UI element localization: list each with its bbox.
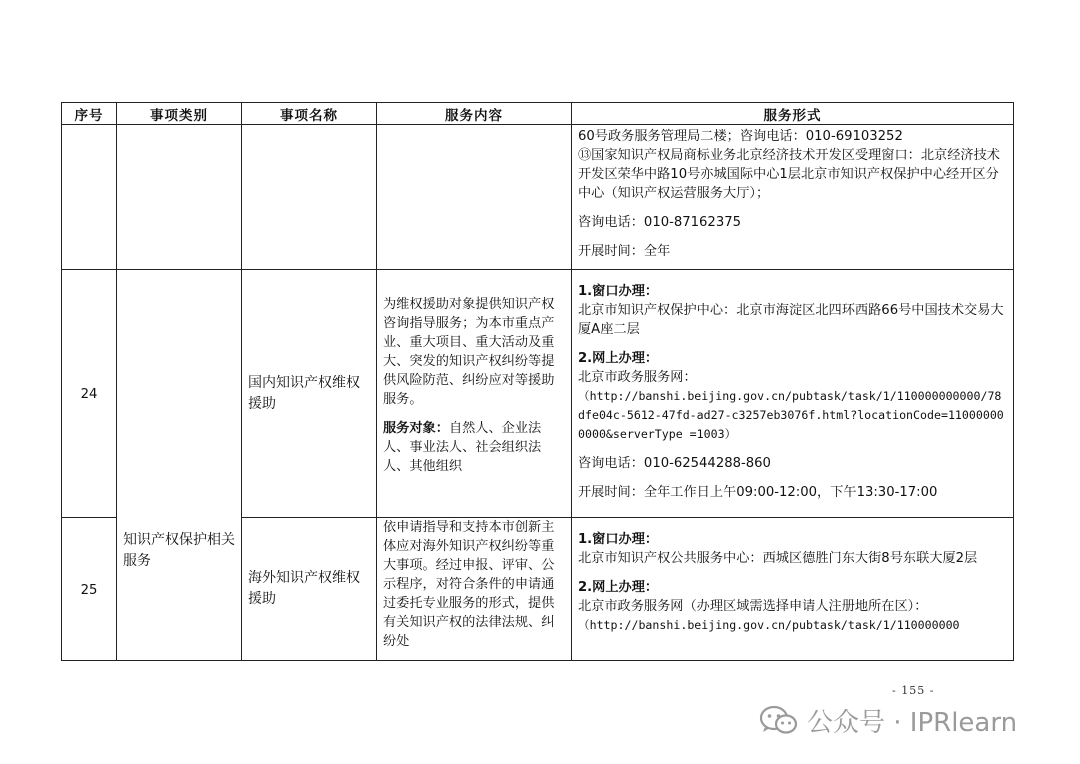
table-row-continuation <box>62 125 1014 270</box>
online-url[interactable]: （http://banshi.beijing.gov.cn/pubtask/task/1/110000000 <box>578 618 960 632</box>
page-number: - 155 - <box>892 684 935 697</box>
service-content-cell <box>377 518 572 661</box>
phone-text: 咨询电话：010-62544288-860 <box>578 456 771 471</box>
window-text: 北京市知识产权公共服务中心：西城区德胜门东大街8号东联大厦2层 <box>578 551 978 566</box>
online-title: 2.网上办理： <box>578 580 659 595</box>
row-index: 25 <box>80 582 98 598</box>
header-index: 序号 <box>62 103 117 125</box>
category-cell <box>117 270 242 661</box>
service-content-text: 依申请指导和支持本市创新主体应对海外知识产权纠纷等重大事项。经过申报、评审、公示程序，对符合条件的申请通过委托专业服务的形式，提供有关知识产权的法律法规、纠纷处 <box>383 520 555 649</box>
service-content-cell <box>377 270 572 518</box>
service-form-cell <box>572 518 1014 661</box>
cont-service-cell <box>572 125 1014 270</box>
row-index-cell <box>62 270 117 518</box>
header-service-content: 服务内容 <box>377 103 572 125</box>
item-name-cell <box>242 270 377 518</box>
cont-category-cell <box>117 125 242 270</box>
service-target <box>383 419 565 476</box>
watermark <box>759 700 1017 740</box>
cont-service-line: 60号政务服务管理局二楼；咨询电话：010-69103252 <box>578 129 903 144</box>
cont-phone: 咨询电话：010-87162375 <box>578 215 741 230</box>
cont-time: 开展时间：全年 <box>578 244 671 259</box>
wechat-icon <box>759 705 799 735</box>
item-name-cell <box>242 518 377 661</box>
time-text: 开展时间：全年工作日上午09:00-12:00，下午13:30-17:00 <box>578 485 938 500</box>
header-category: 事项类别 <box>117 103 242 125</box>
cont-index-cell <box>62 125 117 270</box>
table-header-row <box>62 103 1014 125</box>
online-text: 北京市政务服务网（办理区域需选择申请人注册地所在区）： <box>578 599 928 614</box>
service-target-text: 自然人、企业法人、事业法人、社会组织法人、其他组织 <box>383 421 542 474</box>
cont-content-cell <box>377 125 572 270</box>
online-title: 2.网上办理： <box>578 351 659 366</box>
online-url[interactable]: （http://banshi.beijing.gov.cn/pubtask/task/1/110000000000/78dfe04c-5612-47fd-ad27-c3257eb3076f.html?locationCode=110000000000&serverType =1003） <box>578 389 1004 441</box>
service-table <box>61 102 1014 661</box>
window-title: 1.窗口办理： <box>578 284 659 299</box>
window-text: 北京市知识产权保护中心：北京市海淀区北四环西路66号中国技术交易大厦A座二层 <box>578 303 1004 337</box>
item-name: 国内知识产权维权援助 <box>248 374 360 412</box>
cont-name-cell <box>242 125 377 270</box>
watermark-text: 公众号 · IPRlearn <box>807 707 1018 738</box>
table-row <box>62 270 1014 518</box>
window-title: 1.窗口办理： <box>578 532 659 547</box>
service-form-cell <box>572 270 1014 518</box>
row-index: 24 <box>80 387 98 402</box>
category-text: 知识产权保护相关服务 <box>123 532 235 569</box>
service-target-label: 服务对象： <box>383 421 449 436</box>
header-service-form: 服务形式 <box>572 103 1014 125</box>
cont-service-line: ⑬国家知识产权局商标业务北京经济技术开发区受理窗口：北京经济技术开发区荣华中路10号亦城国际中心1层北京市知识产权保护中心经开区分中心（知识产权运营服务大厅）； <box>578 148 1000 201</box>
online-text: 北京市政务服务网： <box>578 370 697 385</box>
service-content-text: 为维权援助对象提供知识产权咨询指导服务；为本市重点产业、重大项目、重大活动及重大、突发的知识产权纠纷等提供风险防范、纠纷应对等援助服务。 <box>383 297 555 407</box>
header-item-name: 事项名称 <box>242 103 377 125</box>
item-name: 海外知识产权维权援助 <box>248 570 360 607</box>
row-index-cell <box>62 518 117 661</box>
